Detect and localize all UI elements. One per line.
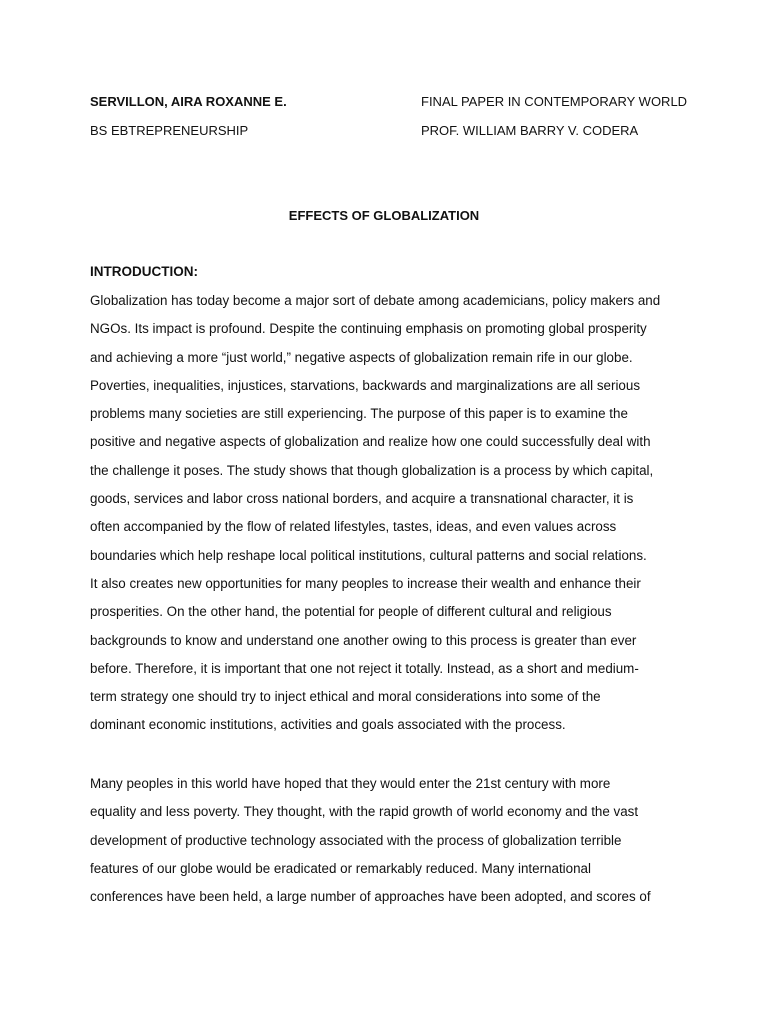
paragraph-line: prosperities. On the other hand, the potential for people of different cultural and religious <box>90 604 612 620</box>
paragraph-line: goods, services and labor cross national borders, and acquire a transnational character, it is <box>90 491 634 507</box>
paragraph-line: boundaries which help reshape local political institutions, cultural patterns and social relations. <box>90 547 647 563</box>
paragraph-line: Poverties, inequalities, injustices, starvations, backwards and marginalizations are all serious <box>90 377 641 393</box>
paragraph-line: development of productive technology associated with the process of globalization terrible <box>90 832 622 848</box>
paragraph-line: the challenge it poses. The study shows that though globalization is a process by which capital, <box>90 462 654 478</box>
paragraph-line: backgrounds to know and understand one another owing to this process is greater than ever <box>90 632 637 648</box>
paragraph-second <box>90 770 690 911</box>
document-title: EFFECTS OF GLOBALIZATION <box>288 208 480 223</box>
paragraph-line: often accompanied by the flow of related lifestyles, tastes, ideas, and even values across <box>90 519 617 535</box>
paragraph-line: dominant economic institutions, activities and goals associated with the process. <box>90 717 566 733</box>
paragraph-line: Many peoples in this world have hoped that they would enter the 21st century with more <box>90 776 611 791</box>
paragraph-line: before. Therefore, it is important that one not reject it totally. Instead, as a short and medium- <box>90 660 639 676</box>
header-row-2 <box>90 121 690 141</box>
paper-type: FINAL PAPER IN CONTEMPORARY WORLD <box>421 94 688 109</box>
professor-name: PROF. WILLIAM BARRY V. CODERA <box>421 123 639 138</box>
program-name: BS EBTREPRENEURSHIP <box>90 123 249 138</box>
paragraph-line: Globalization has today become a major sort of debate among academicians, policy makers and <box>90 293 661 308</box>
paragraph-line: conferences have been held, a large number of approaches have been adopted, and scores of <box>90 889 651 905</box>
section-heading-introduction: INTRODUCTION: <box>90 264 198 279</box>
paragraph-introduction <box>90 287 690 740</box>
paragraph-line: It also creates new opportunities for many peoples to increase their wealth and enhance their <box>90 575 641 591</box>
header-row-1 <box>90 92 690 112</box>
paragraph-line: positive and negative aspects of globalization and realize how one could successfully deal with <box>90 434 651 450</box>
paragraph-line: NGOs. Its impact is profound. Despite the continuing emphasis on promoting global prosperity <box>90 321 647 337</box>
paragraph-line: features of our globe would be eradicated or remarkably reduced. Many international <box>90 860 591 876</box>
author-name: SERVILLON, AIRA ROXANNE E. <box>90 94 287 109</box>
paragraph-line: problems many societies are still experiencing. The purpose of this paper is to examine the <box>90 406 628 422</box>
paragraph-line: equality and less poverty. They thought, with the rapid growth of world economy and the vast <box>90 804 639 820</box>
paragraph-line: and achieving a more “just world,” negative aspects of globalization remain rife in our globe. <box>90 349 633 365</box>
paragraph-line: term strategy one should try to inject ethical and moral considerations into some of the <box>90 689 601 705</box>
